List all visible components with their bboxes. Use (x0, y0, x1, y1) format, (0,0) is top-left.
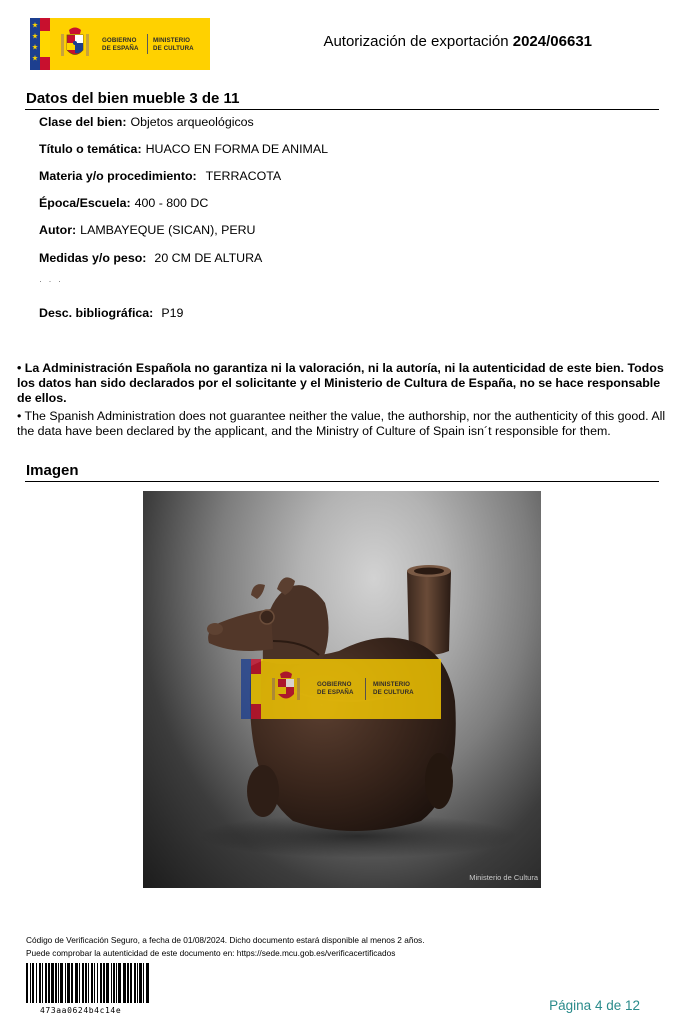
barcode-bar (26, 963, 28, 1003)
field-value: 20 CM DE ALTURA (154, 251, 263, 265)
coat-of-arms-icon (271, 669, 301, 707)
field-title (39, 142, 328, 156)
photo-credit: Ministerio de Cultura (469, 873, 538, 882)
barcode-bar (55, 963, 57, 1003)
barcode-bar (116, 963, 117, 1003)
field-label: Desc. bibliográfica: (39, 306, 154, 320)
barcode-bar (134, 963, 136, 1003)
barcode-bar (48, 963, 50, 1003)
barcode-bar (79, 963, 80, 1003)
field-label: Título o temática: (39, 142, 142, 156)
field-value: TERRACOTA (205, 169, 282, 183)
barcode-bar (65, 963, 66, 1003)
barcode-bar (32, 963, 34, 1003)
field-label: Autor: (39, 223, 77, 237)
government-logo (30, 18, 210, 70)
field-value: P19 (161, 306, 184, 320)
barcode-bar (97, 963, 98, 1003)
artifact-photo (143, 491, 541, 888)
watermark-line-3: MINISTERIO (373, 681, 411, 688)
authorization-label: Autorización de exportación (323, 33, 509, 50)
field-epoch (39, 196, 208, 210)
barcode-bar (36, 963, 37, 1003)
barcode-bar (94, 963, 95, 1003)
field-measures (39, 251, 262, 265)
barcode-bar (71, 963, 73, 1003)
field-label: Materia y/o procedimiento: (39, 169, 197, 183)
field-label: Época/Escuela: (39, 196, 131, 210)
section-title-data: Datos del bien mueble 3 de 11 (26, 90, 240, 107)
page-number: Página 4 de 12 (549, 998, 640, 1013)
barcode-bar (111, 963, 112, 1003)
barcode-bar (139, 963, 142, 1003)
barcode-bar (42, 963, 43, 1003)
watermark-logo (241, 659, 441, 719)
watermark-line-4: DE CULTURA (373, 688, 414, 696)
notice-english: • The Spanish Administration does not guarantee neither the value, the authorship, nor the authenticity of this good. All the data have been declared by the applicant, and the Ministry of Culture of Spain isn´t responsible for them. (17, 409, 666, 438)
barcode-bar (75, 963, 78, 1003)
section-divider (25, 109, 659, 110)
logo-line-1: GOBIERNO (102, 37, 137, 44)
spain-flag-stripe (251, 659, 261, 719)
verification-note: Código de Verificación Seguro, a fecha de 01/08/2024. Dicho documento estará disponible al menos 2 años. (26, 935, 425, 945)
barcode-bar (39, 963, 41, 1003)
barcode-icon (26, 963, 150, 1003)
field-value: 400 - 800 DC (134, 196, 209, 210)
barcode-code: 473aa0624b4c14e (40, 1006, 122, 1015)
field-value: Objetos arqueológicos (130, 115, 254, 129)
barcode-bar (123, 963, 126, 1003)
barcode-bar (143, 963, 144, 1003)
barcode-bar (146, 963, 149, 1003)
barcode-bar (118, 963, 121, 1003)
field-label: Medidas y/o peso: (39, 251, 147, 265)
field-author (39, 223, 256, 237)
notice-spanish: • La Administración Española no garantiza ni la valoración, ni la autoría, ni la autenticidad de este bien. Todos los datos han sido declarados por el solicitante y el Ministerio de Cultura de España, no se hace responsable de ellos. (17, 361, 664, 405)
field-label: Clase del bien: (39, 115, 127, 129)
spain-flag-stripe (40, 18, 50, 70)
eu-flag-icon (241, 659, 251, 719)
logo-line-4: DE CULTURA (153, 44, 194, 52)
field-material (39, 169, 281, 183)
authorization-number: 2024/06631 (512, 33, 592, 50)
barcode-bar (82, 963, 84, 1003)
separator-dots: · · · (39, 276, 63, 286)
field-value: LAMBAYEQUE (SICAN), PERU (80, 223, 256, 237)
barcode-bar (30, 963, 31, 1003)
barcode-bar (85, 963, 87, 1003)
barcode-bar (130, 963, 132, 1003)
barcode-bar (67, 963, 70, 1003)
barcode-bar (127, 963, 129, 1003)
barcode-bar (45, 963, 47, 1003)
barcode-bar (60, 963, 63, 1003)
eu-flag-icon (30, 18, 40, 70)
barcode-bar (100, 963, 102, 1003)
barcode-bar (58, 963, 59, 1003)
verification-url[interactable]: Puede comprobar la autenticidad de este documento en: https://sede.mcu.gob.es/verificacertificados (26, 948, 396, 958)
barcode-bar (137, 963, 138, 1003)
field-class (39, 115, 254, 129)
authorization-heading (323, 33, 592, 50)
watermark-line-2: DE ESPAÑA (317, 688, 354, 696)
section-divider (25, 481, 659, 482)
barcode-bar (51, 963, 54, 1003)
section-title-image: Imagen (26, 462, 79, 479)
logo-line-3: MINISTERIO (153, 37, 191, 44)
barcode-bar (113, 963, 115, 1003)
logo-line-2: DE ESPAÑA (102, 44, 139, 52)
field-bibliography (39, 306, 183, 320)
barcode-bar (106, 963, 109, 1003)
coat-of-arms-icon (60, 26, 90, 62)
field-value: HUACO EN FORMA DE ANIMAL (145, 142, 329, 156)
barcode-bar (103, 963, 105, 1003)
barcode-bar (88, 963, 89, 1003)
barcode-bar (91, 963, 93, 1003)
watermark-line-1: GOBIERNO (317, 681, 352, 688)
